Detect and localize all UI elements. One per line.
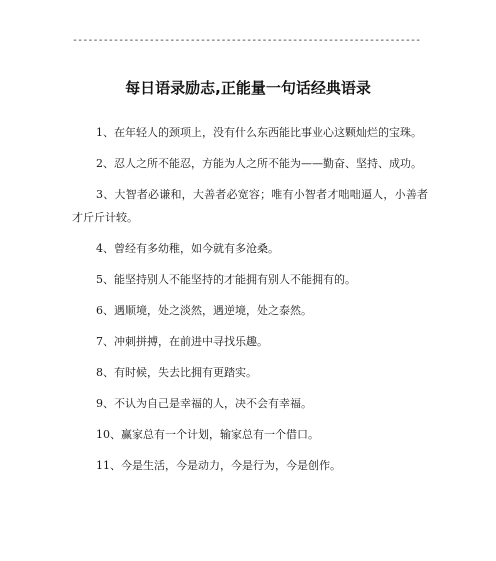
quote-item: 9、不认为自己是幸福的人，决不会有幸福。 xyxy=(96,397,312,410)
quote-item: 2、忍人之所不能忍，方能为人之所不能为——勤奋、坚持、成功。 xyxy=(96,157,422,170)
quote-item: 1、在年轻人的颈项上，没有什么东西能比事业心这颗灿烂的宝珠。 xyxy=(96,126,422,139)
header-dashed-rule: -------------------------------------------------------------------- xyxy=(72,35,421,46)
quote-item: 7、冲刺拼搏，在前进中寻找乐趣。 xyxy=(96,335,268,348)
quote-item: 3、大智者必谦和，大善者必宽容；唯有小智者才咄咄逼人，小善者才斤斤计较。 xyxy=(72,188,428,224)
quote-item: 6、遇顺境，处之淡然，遇逆境，处之泰然。 xyxy=(96,304,312,317)
quote-item: 5、能坚持别人不能坚持的才能拥有别人不能拥有的。 xyxy=(96,273,356,286)
quote-list xyxy=(72,121,428,485)
quote-item: 11、今是生活，今是动力，今是行为，今是创作。 xyxy=(96,459,341,472)
quote-item: 8、有时候，失去比拥有更踏实。 xyxy=(96,366,257,379)
quote-item: 4、曾经有多幼稚，如今就有多沧桑。 xyxy=(96,242,279,255)
page-title: 每日语录励志,正能量一句话经典语录 xyxy=(125,79,371,97)
quote-item: 10、赢家总有一个计划，输家总有一个借口。 xyxy=(96,428,319,441)
